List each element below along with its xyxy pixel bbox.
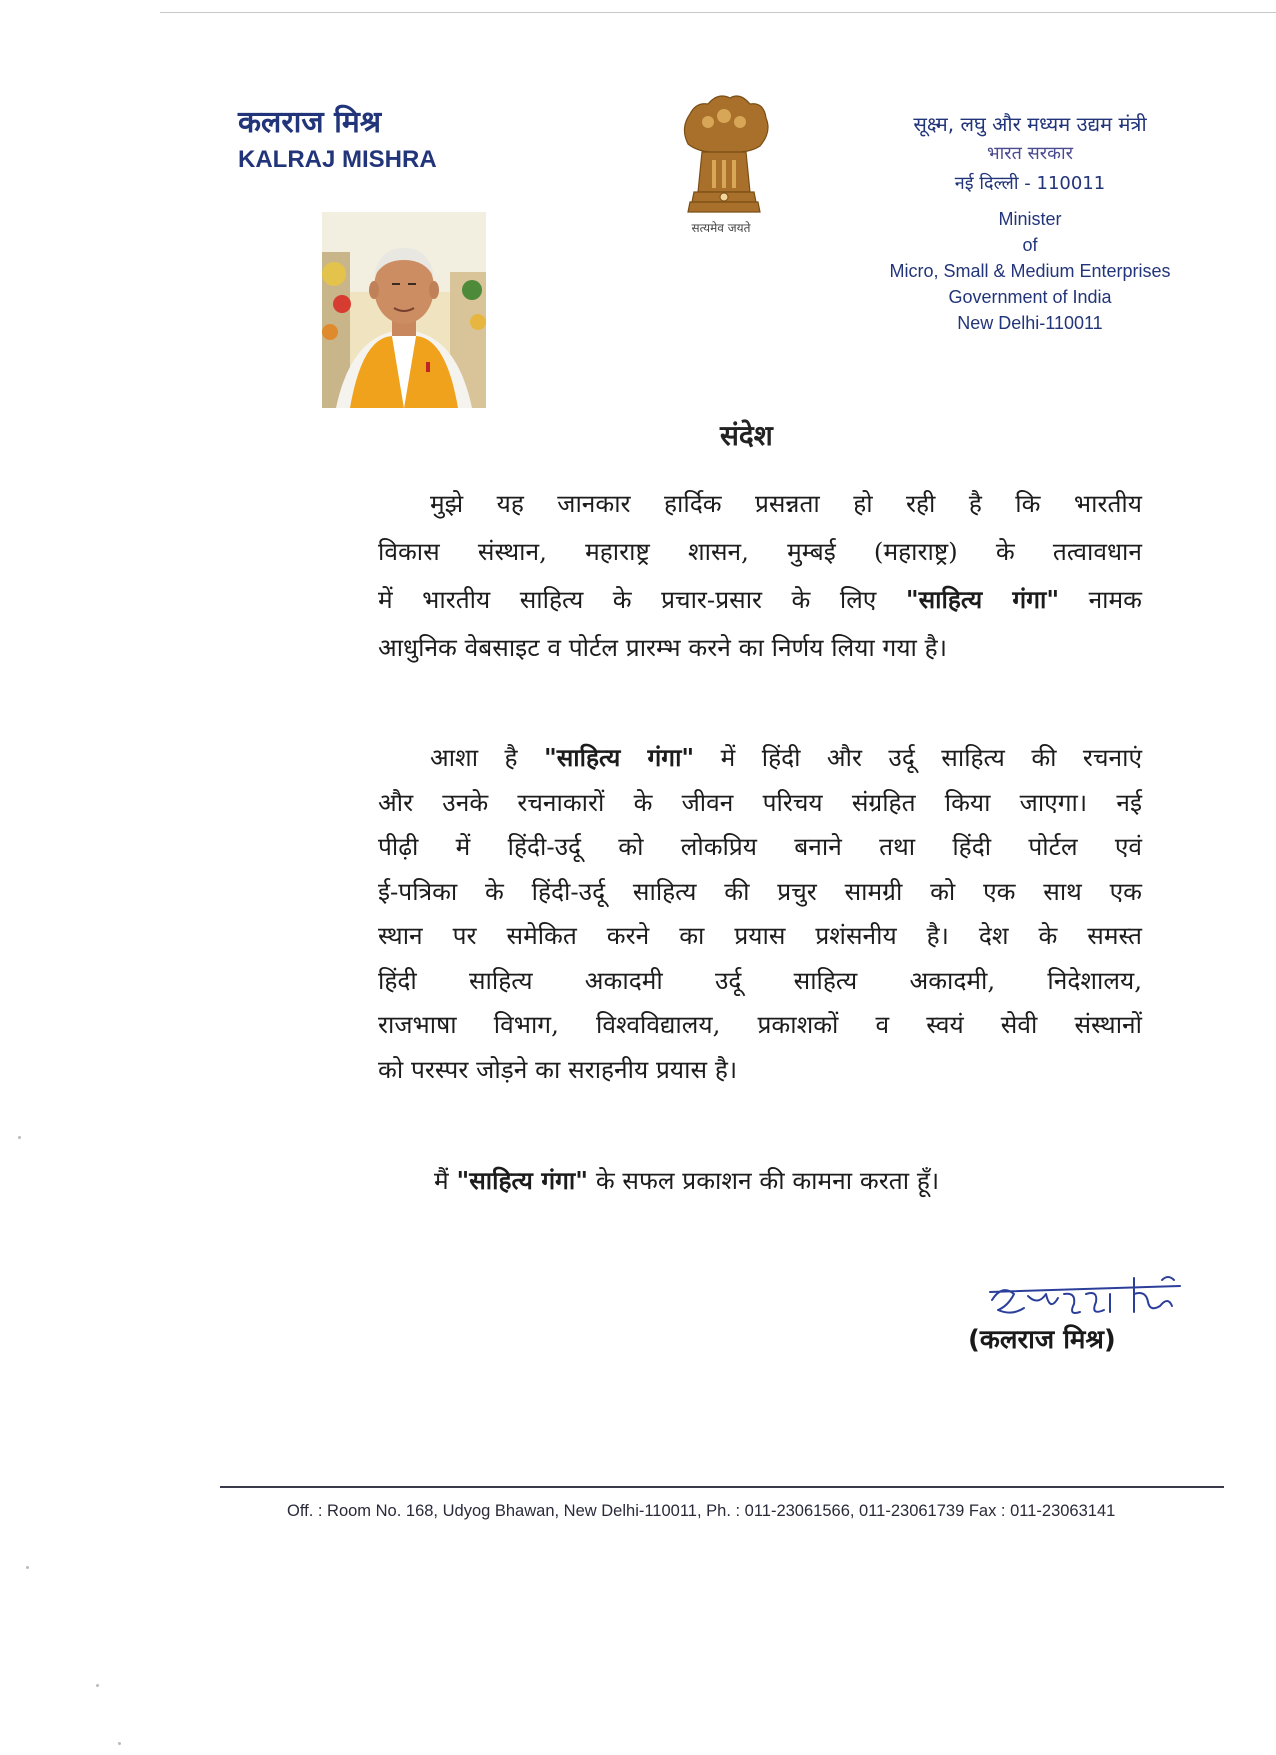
paragraph-line: आशा है "साहित्य गंगा" में हिंदी और उर्दू साहित्य की रचनाएं <box>430 743 1142 772</box>
paragraph-line: पीढ़ी में हिंदी-उर्दू को लोकप्रिय बनाने तथा हिंदी पोर्टल एवं <box>378 832 1142 861</box>
office-city-english: New Delhi-110011 <box>957 313 1103 333</box>
signatory-name: (कलराज मिश्र) <box>968 1325 1116 1355</box>
emblem-motto: सत्यमेव जयते <box>691 221 751 235</box>
office-govt-hindi: भारत सरकार <box>986 143 1074 164</box>
national-emblem-icon <box>668 88 780 238</box>
paragraph-line: मुझे यह जानकार हार्दिक प्रसन्नता हो रही है कि भारतीय <box>430 489 1142 518</box>
paragraph-line: विकास संस्थान, महाराष्ट्र शासन, मुम्बई (महाराष्ट्र) के तत्वावधान <box>378 537 1142 566</box>
paragraph-line: में भारतीय साहित्य के प्रचार-प्रसार के लिए "साहित्य गंगा" नामक <box>378 585 1142 614</box>
office-title-hindi: सूक्ष्म, लघु और मध्यम उद्यम मंत्री <box>913 112 1147 136</box>
office-title-english-line3: Micro, Small & Medium Enterprises <box>889 261 1171 281</box>
paragraph-line: और उनके रचनाकारों के जीवन परिचय संग्रहित किया जाएगा। नई <box>378 787 1142 817</box>
scan-speck <box>18 1136 21 1139</box>
office-title-english-line2: of <box>1022 235 1038 255</box>
minister-photo <box>322 212 486 408</box>
highlight-sahitya-ganga: "साहित्य गंगा" <box>905 585 1060 614</box>
paragraph-line: स्थान पर समेकित करने का प्रयास प्रशंसनीय है। देश के समस्त <box>378 921 1142 950</box>
office-title-english-line1: Minister <box>998 209 1062 229</box>
scan-speck <box>26 1566 29 1569</box>
paragraph-line: आधुनिक वेबसाइट व पोर्टल प्रारम्भ करने का निर्णय लिया गया है। <box>378 633 947 662</box>
footer-divider <box>220 1486 1224 1488</box>
message-paragraph-2 <box>378 736 1142 1092</box>
office-city-hindi: नई दिल्ली - 110011 <box>954 173 1106 194</box>
office-govt-english: Government of India <box>948 287 1112 307</box>
message-paragraph-3: मैं "साहित्य गंगा" के सफल प्रकाशन की कामना करता हूँ। <box>434 1166 940 1195</box>
office-address-block <box>860 108 1200 336</box>
paragraph-line: ई-पत्रिका के हिंदी-उर्दू साहित्य की प्रचुर सामग्री को एक साथ एक <box>378 876 1142 906</box>
top-border-line <box>160 12 1276 13</box>
highlight-sahitya-ganga: "साहित्य गंगा" <box>456 1166 589 1195</box>
scan-speck <box>96 1684 99 1687</box>
paragraph-line: को परस्पर जोड़ने का सराहनीय प्रयास है। <box>378 1054 738 1084</box>
message-paragraph-1 <box>378 480 1142 672</box>
paragraph-line: राजभाषा विभाग, विश्वविद्यालय, प्रकाशकों व स्वयं सेवी संस्थानों <box>378 1010 1142 1039</box>
sender-name-english: KALRAJ MISHRA <box>238 146 437 173</box>
paragraph-line: हिंदी साहित्य अकादमी उर्दू साहित्य अकादमी, निदेशालय, <box>378 965 1142 995</box>
message-heading: संदेश <box>720 419 773 452</box>
scan-speck <box>118 1742 121 1745</box>
footer-contact-info: Off. : Room No. 168, Udyog Bhawan, New Delhi-110011, Ph. : 011-23061566, 011-23061739 Fax : 011-23063141 <box>287 1502 1116 1520</box>
sender-name-hindi: कलराज मिश्र <box>238 105 382 140</box>
highlight-sahitya-ganga: "साहित्य गंगा" <box>543 743 695 772</box>
